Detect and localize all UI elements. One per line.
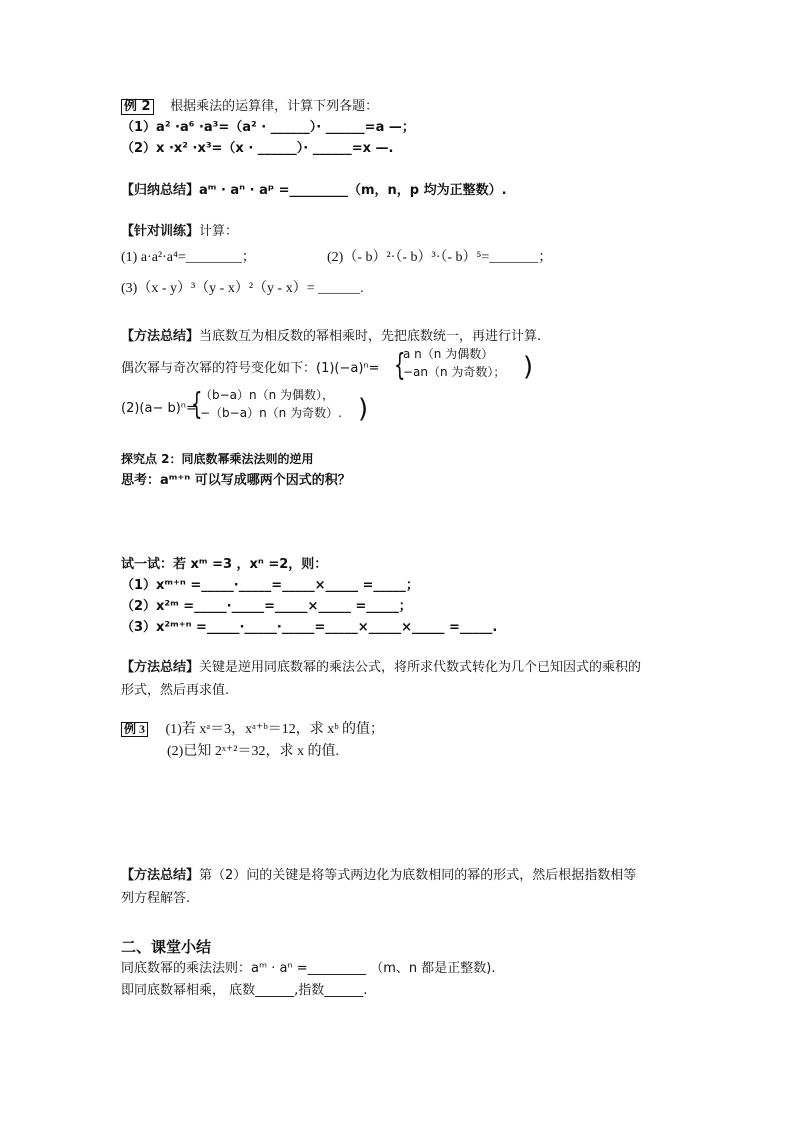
example-2-heading xyxy=(121,99,378,115)
method-summary-3-line-1 xyxy=(121,868,636,884)
left-brace-1: { xyxy=(394,348,406,383)
sign-rule-1-even: a n（n 为偶数） xyxy=(403,347,494,361)
method-summary-3-text-2: 列方程解答. xyxy=(121,891,191,906)
try-it-intro: 试一试：若 xᵐ =3 ，xⁿ =2，则： xyxy=(121,557,328,572)
method-summary-1-text: 当底数互为相反数的幂相乘时，先把底数统一，再进行计算. xyxy=(199,329,542,344)
practice-q2: (2)（- b）²·（- b）³·（- b）⁵=_______； xyxy=(327,250,553,265)
method-summary-3-text-1: 第（2）问的关键是将等式两边化为底数相同的幂的形式，然后根据指数相等 xyxy=(199,868,637,883)
example-2-label: 例 2 xyxy=(121,99,154,115)
method-summary-2-text-1: 关键是逆用同底数幂的乘法公式，将所求代数式转化为几个已知因式的乘积的 xyxy=(199,660,642,675)
example-3-q1: (1)若 xᵃ＝3，xᵃ⁺ᵇ＝12，求 xᵇ 的值； xyxy=(165,722,385,737)
try-it-line-3: （3）x²ᵐ⁺ⁿ =_____·_____·_____=_____×_____×_____ =_____. xyxy=(121,620,498,635)
method-summary-2-text-2: 形式，然后再求值. xyxy=(121,683,230,698)
left-brace-2: { xyxy=(191,387,203,422)
method-summary-2-line-1 xyxy=(121,660,641,676)
practice-q1: (1) a·a²·a⁴=________； xyxy=(121,250,256,265)
practice-heading xyxy=(121,224,238,240)
method-summary-3-bracket: 【方法总结】 xyxy=(121,868,200,883)
section-2-rule-2: 即同底数幂相乘， 底数______,指数______. xyxy=(121,983,368,998)
example-2-line-1: （1）a² ·a⁶ ·a³=（a² · ______）· ______=a —； xyxy=(121,120,415,135)
right-paren-1: ) xyxy=(523,352,534,382)
summary-1 xyxy=(121,183,507,199)
practice-bracket: 【针对训练】 xyxy=(121,224,200,239)
method-summary-2-bracket: 【方法总结】 xyxy=(121,660,200,675)
example-3-q2: (2)已知 2ˣ⁺²＝32，求 x 的值. xyxy=(167,744,339,759)
right-paren-2: ) xyxy=(358,394,369,424)
summary-1-text: aᵐ · aⁿ · aᵖ =_________（m，n，p 均为正整数）. xyxy=(199,183,507,198)
section-2-title: 二、课堂小结 xyxy=(121,938,212,956)
try-it-line-2: （2）x²ᵐ =_____·_____=_____×_____ =_____； xyxy=(121,599,412,614)
example-2-line-2: （2）x ·x² ·x³=（x · ______）· ______=x —. xyxy=(121,141,394,156)
example-3-line-1 xyxy=(121,722,384,739)
explore-point-2-title: 探究点 2：同底数幂乘法法则的逆用 xyxy=(121,452,314,466)
sign-rule-2-odd: −（b−a）n（n 为奇数）. xyxy=(200,406,342,420)
sign-rule-1-odd: −an（n 为奇数）； xyxy=(403,365,506,379)
explore-point-2-think: 思考：aᵐ⁺ⁿ 可以写成哪两个因式的积？ xyxy=(121,473,351,488)
method-summary-1 xyxy=(121,329,541,345)
example-3-label: 例 3 xyxy=(121,722,148,737)
practice-q3: (3)（x - y）³（y - x）²（y - x）= ______. xyxy=(121,281,364,296)
sign-rule-1-intro: 偶次幂与奇次幂的符号变化如下：(1)(−a)ⁿ= xyxy=(121,361,380,376)
sign-rule-2-intro: (2)(a− b)ⁿ= xyxy=(121,401,197,416)
section-2-rule: 同底数幂的乘法法则：aᵐ · aⁿ =_________ （m、n 都是正整数). xyxy=(121,961,496,976)
practice-text: 计算： xyxy=(199,224,239,239)
summary-1-bracket: 【归纳总结】 xyxy=(121,183,200,198)
example-2-intro: 根据乘法的运算律，计算下列各题： xyxy=(170,99,379,114)
sign-rule-2-even: （b−a）n（n 为偶数）， xyxy=(200,388,335,402)
try-it-line-1: （1）xᵐ⁺ⁿ =_____·_____=_____×_____ =_____； xyxy=(121,578,419,593)
method-summary-1-bracket: 【方法总结】 xyxy=(121,329,200,344)
